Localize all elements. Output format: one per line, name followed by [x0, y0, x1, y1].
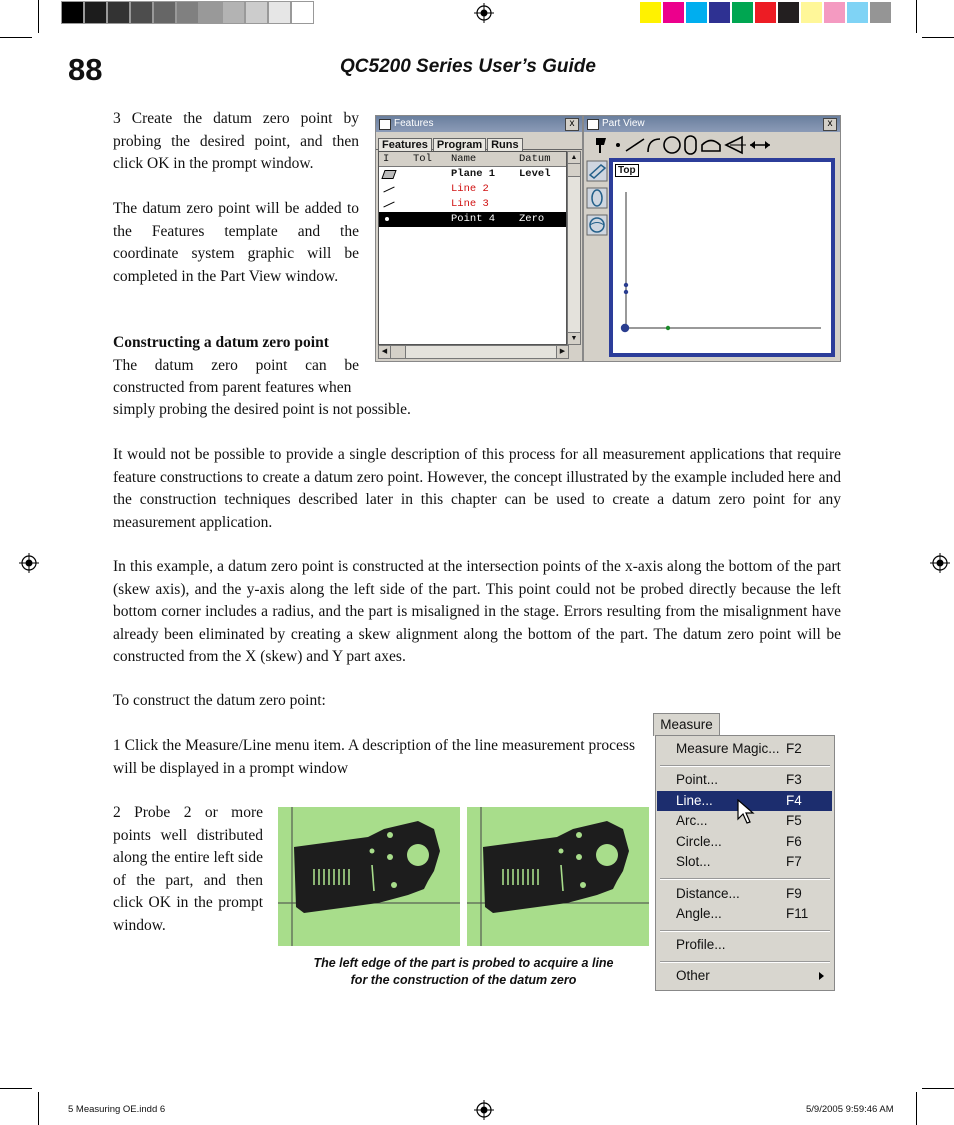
- menu-separator: [660, 961, 830, 963]
- color-swatch: [755, 2, 776, 23]
- view-side-toolbar: [586, 160, 608, 230]
- measure-menu: [655, 735, 835, 991]
- vertical-scrollbar[interactable]: [567, 151, 581, 345]
- feature-name: Line 3: [451, 198, 489, 210]
- feature-name: Plane 1: [451, 168, 496, 180]
- menu-item-profile[interactable]: Profile...: [676, 937, 726, 952]
- datum-added-text: The datum zero point will be added to the Features template and the coordinate system graphic will be completed in the Part View window.: [113, 200, 359, 285]
- color-swatch: [269, 2, 290, 23]
- footer-file-name: 5 Measuring OE.indd 6: [68, 1104, 166, 1115]
- line-icon: [383, 187, 394, 193]
- menu-item-slot[interactable]: Slot...: [676, 854, 711, 869]
- point-icon[interactable]: [616, 143, 620, 147]
- step-2-text: 2 Probe 2 or more points well distributed along the entire left side of the part, and then click OK in the prompt window.: [113, 804, 263, 934]
- coordinate-system-graphic: [613, 162, 831, 353]
- color-swatch: [154, 2, 175, 23]
- column-header-i[interactable]: I: [383, 153, 390, 165]
- feature-datum: Zero: [519, 213, 545, 225]
- features-window-icon: [379, 119, 391, 130]
- menu-shortcut: F3: [786, 772, 802, 787]
- line-icon: [383, 202, 394, 208]
- to-construct-text: To construct the datum zero point:: [113, 692, 326, 709]
- color-swatch: [62, 2, 83, 23]
- color-swatch: [131, 2, 152, 23]
- rotate-view-icon[interactable]: [586, 160, 608, 182]
- registration-mark-icon: [19, 553, 39, 573]
- measure-menu-title[interactable]: Measure: [653, 713, 720, 736]
- registration-mark-icon: [930, 553, 950, 573]
- color-swatch: [663, 2, 684, 23]
- crop-mark: [0, 1088, 32, 1089]
- menu-separator: [660, 878, 830, 880]
- color-swatch: [686, 2, 707, 23]
- crop-mark: [0, 37, 32, 38]
- tab-runs[interactable]: Runs: [487, 138, 523, 151]
- features-tabs: [376, 132, 582, 150]
- guide-title: QC5200 Series User’s Guide: [340, 56, 596, 77]
- cone-icon[interactable]: [726, 137, 746, 153]
- tilt-view-icon[interactable]: [586, 187, 608, 209]
- probe-icon[interactable]: [596, 138, 606, 153]
- menu-shortcut: F7: [786, 854, 802, 869]
- color-swatch: [108, 2, 129, 23]
- feature-row[interactable]: [379, 197, 566, 212]
- menu-separator: [660, 930, 830, 932]
- feature-datum: Level: [519, 168, 551, 180]
- crop-mark: [922, 37, 954, 38]
- arc-icon[interactable]: [648, 139, 660, 152]
- column-header-datum[interactable]: Datum: [519, 153, 551, 165]
- menu-item-angle[interactable]: Angle...: [676, 906, 722, 921]
- menu-shortcut: F2: [786, 741, 802, 756]
- constructing-section: [113, 332, 359, 400]
- submenu-arrow-icon: [819, 972, 824, 980]
- color-swatch: [778, 2, 799, 23]
- menu-item-point[interactable]: Point...: [676, 772, 719, 787]
- horizontal-scrollbar[interactable]: [378, 345, 569, 359]
- plane-icon: [381, 170, 396, 179]
- features-window-title: Features: [394, 118, 434, 129]
- tab-program[interactable]: Program: [433, 138, 486, 151]
- color-swatch: [824, 2, 845, 23]
- part-photo-left: [278, 807, 460, 946]
- menu-shortcut: F5: [786, 813, 802, 828]
- scroll-up-icon[interactable]: ▲: [568, 152, 580, 164]
- color-swatch: [223, 2, 244, 23]
- feature-row-selected[interactable]: [379, 212, 566, 227]
- part-view-canvas[interactable]: [609, 158, 835, 357]
- probe-point: [624, 283, 628, 287]
- paragraph-not-possible: It would not be possible to provide a single description of this process for all measurement applications that require feature constructions to create a datum zero point. However, the concept illustrated by the example included here and the construction techniques described later in this chapter can be used to create a datum zero point for any measurement application.: [113, 446, 841, 531]
- menu-item-other[interactable]: Other: [676, 968, 710, 983]
- color-swatch: [85, 2, 106, 23]
- registration-mark-icon: [474, 3, 494, 23]
- color-swatch: [709, 2, 730, 23]
- color-swatch: [732, 2, 753, 23]
- color-swatch: [200, 2, 221, 23]
- scroll-thumb[interactable]: [391, 346, 406, 358]
- constructing-text-continued: simply probing the desired point is not possible.: [113, 401, 411, 418]
- features-list: [378, 151, 567, 345]
- menu-item-circle[interactable]: Circle...: [676, 834, 722, 849]
- features-titlebar: [376, 116, 582, 132]
- line-icon[interactable]: [626, 139, 644, 151]
- part-photo-right: [467, 807, 649, 946]
- view-label: Top: [615, 164, 639, 177]
- crop-mark: [916, 1092, 917, 1125]
- column-header-row: [379, 152, 566, 167]
- part-view-window-icon: [587, 119, 599, 130]
- part-view-window: [583, 115, 841, 362]
- crop-mark: [38, 1092, 39, 1125]
- plane-icon[interactable]: [702, 141, 720, 152]
- color-swatch: [246, 2, 267, 23]
- crop-mark: [922, 1088, 954, 1089]
- paragraph-example: In this example, a datum zero point is constructed at the intersection points of the x-axis along the bottom of the part (skew axis), and the y-axis along the left side of the part. This point could not be probed directly because the left bottom corner includes a radius, and the part is misaligned in the stage. Errors resulting from the misalignment have already been eliminated by creating a skew alignment along the bottom of the part. The datum zero point will be constructed from the X (skew) and Y part axes.: [113, 558, 841, 665]
- probe-point: [624, 290, 628, 294]
- page-number: 88: [68, 52, 103, 87]
- datum-zero-point: [621, 324, 629, 332]
- color-swatch: [640, 2, 661, 23]
- feature-name: Line 2: [451, 183, 489, 195]
- measure-toolbar: [584, 133, 840, 157]
- menu-item-arc[interactable]: Arc...: [676, 813, 708, 828]
- mouse-pointer-icon: [737, 799, 755, 827]
- tab-features[interactable]: Features: [378, 138, 432, 151]
- circle-icon[interactable]: [664, 137, 680, 153]
- color-swatch: [292, 2, 313, 23]
- column-header-name[interactable]: Name: [451, 153, 477, 165]
- menu-separator: [660, 765, 830, 767]
- distance-icon[interactable]: [750, 141, 770, 149]
- step-1-text: 1 Click the Measure/Line menu item. A description of the line measurement process will be displayed in a prompt window: [113, 737, 635, 777]
- scroll-right-icon[interactable]: ▶: [556, 346, 568, 358]
- probe-point: [666, 326, 670, 330]
- color-swatch: [870, 2, 891, 23]
- registration-mark-icon: [474, 1100, 494, 1120]
- menu-shortcut: F6: [786, 834, 802, 849]
- column-header-tol[interactable]: Tol: [413, 153, 432, 165]
- point-icon: [385, 217, 389, 221]
- close-button[interactable]: x: [823, 118, 837, 131]
- scroll-thumb[interactable]: [568, 164, 580, 177]
- color-swatch: [801, 2, 822, 23]
- part-view-window-title: Part View: [602, 118, 645, 129]
- part-view-titlebar: [584, 116, 840, 132]
- step-3-text: 3 Create the datum zero point by probing the desired point, and then click OK in the prompt window.: [113, 110, 359, 172]
- color-swatch: [177, 2, 198, 23]
- crop-mark: [916, 0, 917, 33]
- globe-view-icon[interactable]: [586, 214, 608, 236]
- section-heading: Constructing a datum zero point: [113, 334, 329, 351]
- slot-icon[interactable]: [685, 136, 696, 154]
- scroll-down-icon[interactable]: ▼: [568, 332, 580, 344]
- features-window: [375, 115, 583, 362]
- crop-mark: [38, 0, 39, 33]
- constructing-text: The datum zero point can be constructed from parent features when: [113, 356, 359, 396]
- menu-shortcut: F4: [786, 793, 802, 808]
- close-button[interactable]: x: [565, 118, 579, 131]
- feature-row[interactable]: [379, 167, 566, 182]
- feature-row[interactable]: [379, 182, 566, 197]
- menu-item-distance[interactable]: Distance...: [676, 886, 740, 901]
- menu-shortcut: F9: [786, 886, 802, 901]
- scroll-left-icon[interactable]: ◀: [379, 346, 391, 358]
- feature-name: Point 4: [451, 213, 496, 225]
- menu-item-measure-magic[interactable]: Measure Magic...: [676, 741, 780, 756]
- menu-shortcut: F11: [786, 906, 809, 921]
- color-swatch: [847, 2, 868, 23]
- figure-caption: The left edge of the part is probed to acquire a line for the construction of the datum zero: [313, 956, 614, 987]
- footer-date: 5/9/2005 9:59:46 AM: [806, 1104, 894, 1115]
- menu-item-line[interactable]: Line...: [676, 793, 713, 808]
